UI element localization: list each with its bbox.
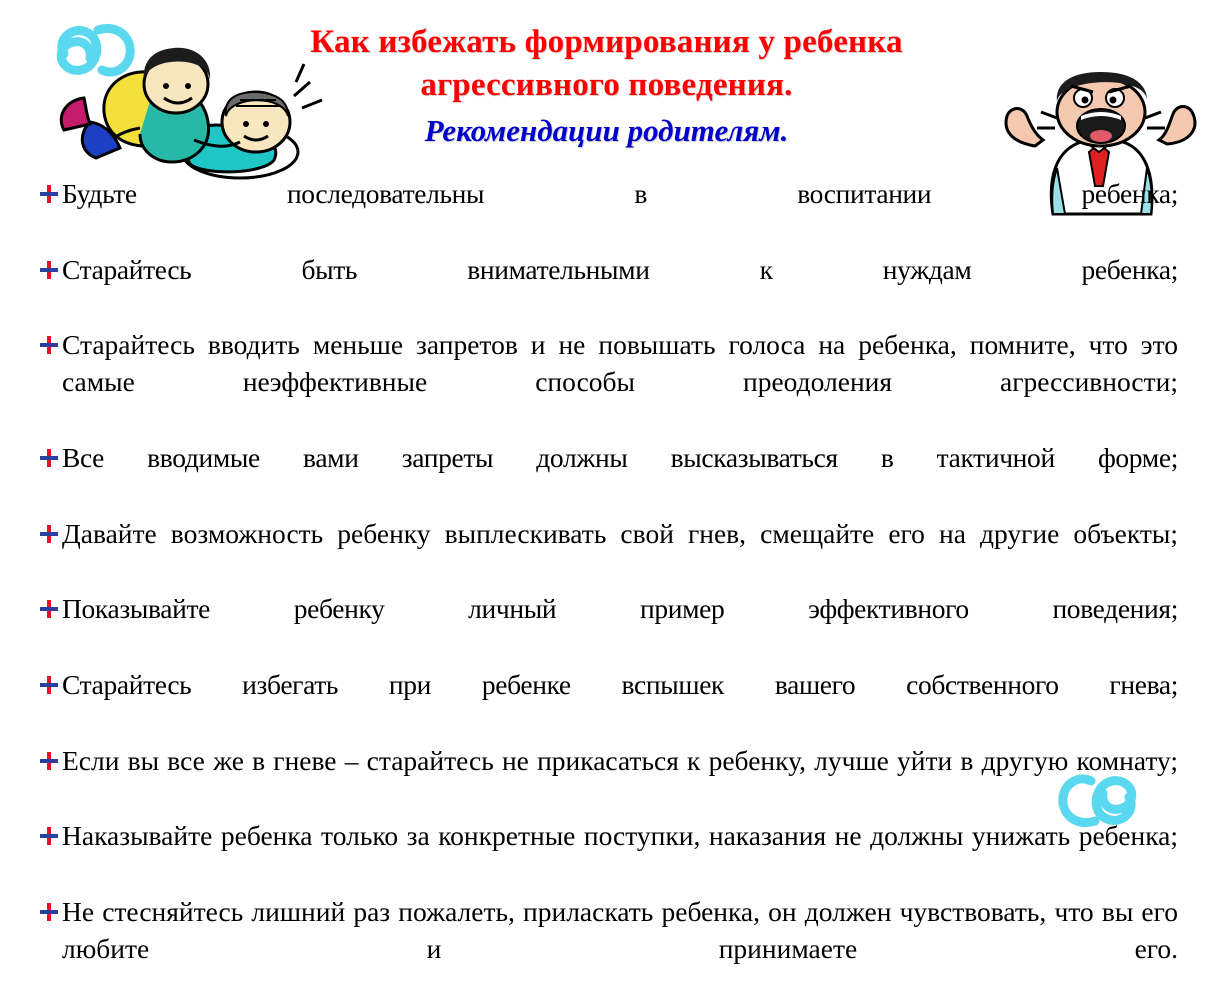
cross-bullet-icon [38,827,60,850]
list-item-text: Давайте возможность ребенку выплескивать свой гнев, смещайте его на другие объекты; [62,517,1178,549]
list-item-text: Будьте последовательны в воспитании ребенка; [62,178,1178,209]
list-item-text: Старайтесь избегать при ребенке вспышек вашего собственного гнева; [62,668,1178,700]
cross-bullet-icon [38,903,60,926]
list-item-text: Все вводимые вами запреты должны высказываться в тактичной форме; [62,441,1178,473]
list-item-text: Не стесняйтесь лишний раз пожалеть, приласкать ребенка, он должен чувствовать, что вы его любите и принимаете его. [62,896,1178,964]
list-item-text: Если вы все же в гневе – старайтесь не прикасаться к ребенку, лучше уйти в другую комнату; [62,744,1178,776]
list-item [38,743,1178,817]
cross-bullet-icon [38,676,60,699]
cross-bullet-icon [38,261,60,284]
recommendations-list [38,176,1178,1007]
page-title-line-2: агрессивного поведения. [420,67,793,104]
list-item-text: Старайтесь быть внимательными к нуждам ребенка; [62,253,1178,285]
cross-bullet-icon [38,752,60,775]
page-title-line-1: Как избежать формирования у ребенка [310,24,903,60]
list-item [38,516,1178,590]
list-item [38,327,1178,438]
list-item [38,440,1178,514]
list-item [38,894,1178,1005]
list-item [38,176,1178,250]
cross-bullet-icon [38,336,60,359]
poster-header [0,0,1213,149]
list-item [38,667,1178,741]
page-subtitle: Рекомендации родителям. [424,112,789,148]
list-item-text: Старайтесь вводить меньше запретов и не повышать голоса на ребенка, помните, что это самые неэффективные способы преодоления агрессивности; [62,329,1178,398]
list-item [38,818,1178,892]
list-item-text: Показывайте ребенку личный пример эффективного поведения; [62,593,1178,625]
cross-bullet-icon [38,185,60,208]
cross-bullet-icon [38,525,60,548]
cross-bullet-icon [38,449,60,472]
cross-bullet-icon [38,600,60,623]
list-item-text: Наказывайте ребенка только за конкретные поступки, наказания не должны унижать ребенка; [62,820,1178,852]
list-item [38,591,1178,665]
list-item [38,252,1178,326]
